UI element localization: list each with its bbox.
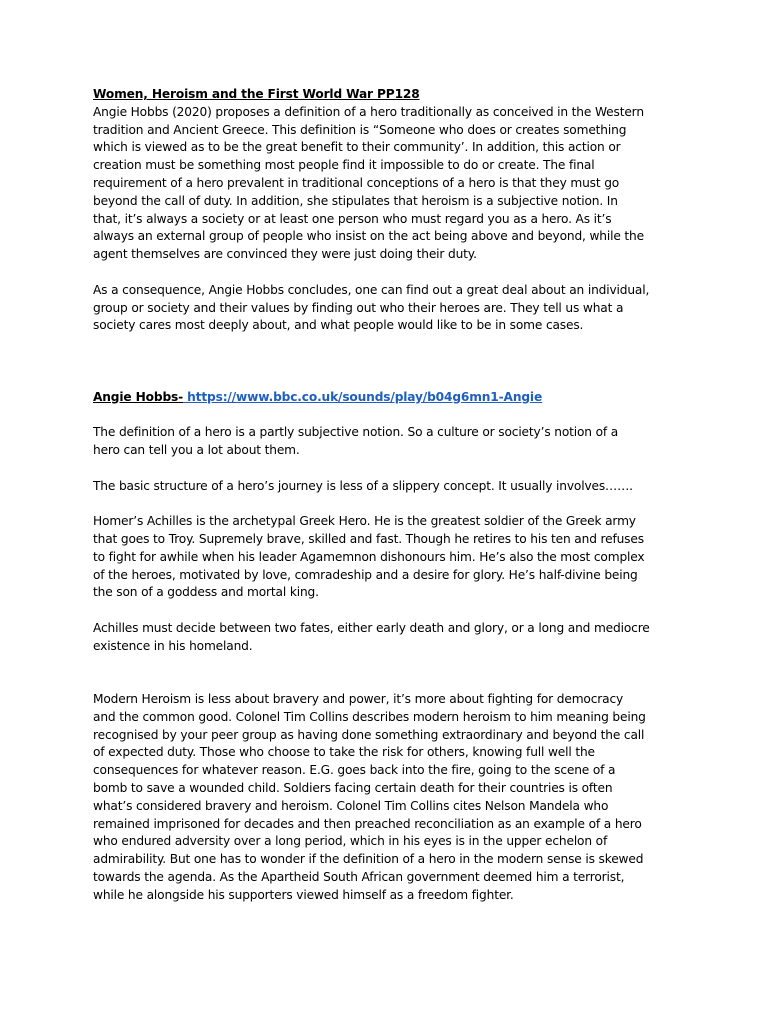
text-line: consequences for whatever reason. E.G. goes back into the fire, going to the scene of a [93,763,616,778]
text-line: group or society and their values by finding out who their heroes are. They tell us what a [93,300,624,315]
text-line: of the heroes, motivated by love, comradeship and a desire for glory. He’s half-divine being [93,567,638,582]
paragraph-hobbs-conclusion [93,282,693,335]
paragraph-achilles-fates [93,620,693,656]
text-line: to fight for awhile when his leader Agamemnon dishonours him. He’s also the most complex [93,549,645,564]
text-line: agent themselves are convinced they were just doing their duty. [93,247,477,262]
section-heading: Women, Heroism and the First World War PP128 [93,87,420,101]
text-line: that goes to Troy. Supremely brave, skilled and fast. Though he retires to his ten and refuses [93,531,644,546]
text-line: the son of a goddess and mortal king. [93,585,319,600]
bbc-sounds-link[interactable]: https://www.bbc.co.uk/sounds/play/b04g6mn1-Angie [183,389,543,404]
text-line: beyond the call of duty. In addition, she stipulates that heroism is a subjective notion. In [93,193,618,208]
text-line: The basic structure of a hero’s journey is less of a slippery concept. It usually involves……. [93,478,633,493]
text-line: who endured adversity over a long period, which in his eyes is in the upper echelon of [93,834,608,849]
paragraph-hobbs-definition [93,104,693,264]
paragraph-modern-heroism [93,691,693,905]
text-line: towards the agenda. As the Apartheid South African government deemed him a terrorist, [93,870,625,885]
source-heading-label: Angie Hobbs- [93,389,184,404]
text-line: recognised by your peer group as having done something extraordinary and beyond the call [93,727,645,742]
text-line: Modern Heroism is less about bravery and power, it’s more about fighting for democracy [93,692,624,707]
paragraph-heros-journey [93,478,693,496]
text-line: which is viewed as to be the great benefit to their community’. In addition, this action or [93,140,621,155]
text-line: existence in his homeland. [93,638,253,653]
text-line: creation must be something most people find it impossible to do or create. The final [93,158,595,173]
text-line: of expected duty. Those who choose to take the risk for others, knowing full well the [93,745,595,760]
text-line: Achilles must decide between two fates, either early death and glory, or a long and mediocre [93,620,650,635]
text-line: and the common good. Colonel Tim Collins describes modern heroism to him meaning being [93,709,646,724]
text-line: requirement of a hero prevalent in traditional conceptions of a hero is that they must go [93,175,620,190]
paragraph-subjective-notion [93,424,693,460]
paragraph-achilles [93,513,693,602]
text-line: Homer’s Achilles is the archetypal Greek Hero. He is the greatest soldier of the Greek army [93,514,636,529]
text-line: while he alongside his supporters viewed himself as a freedom fighter. [93,887,514,902]
text-line: The definition of a hero is a partly subjective notion. So a culture or society’s notion of a [93,425,619,440]
text-line: what’s considered bravery and heroism. Colonel Tim Collins cites Nelson Mandela who [93,798,609,813]
text-line: tradition and Ancient Greece. This definition is “Someone who does or creates something [93,122,627,137]
text-line: admirability. But one has to wonder if the definition of a hero in the modern sense is skewed [93,852,644,867]
document-page [93,86,693,905]
source-heading [93,389,693,407]
text-line: Angie Hobbs (2020) proposes a definition of a hero traditionally as conceived in the Western [93,104,644,119]
text-line: that, it’s always a society or at least one person who must regard you as a hero. As it’s [93,211,612,226]
text-line: always an external group of people who insist on the act being above and beyond, while the [93,229,644,244]
text-line: hero can tell you a lot about them. [93,442,300,457]
text-line: remained imprisoned for decades and then preached reconciliation as an example of a hero [93,816,642,831]
text-line: As a consequence, Angie Hobbs concludes, one can find out a great deal about an individual, [93,282,650,297]
text-line: society cares most deeply about, and what people would like to be in some cases. [93,318,584,333]
text-line: bomb to save a wounded child. Soldiers facing certain death for their countries is often [93,781,613,796]
